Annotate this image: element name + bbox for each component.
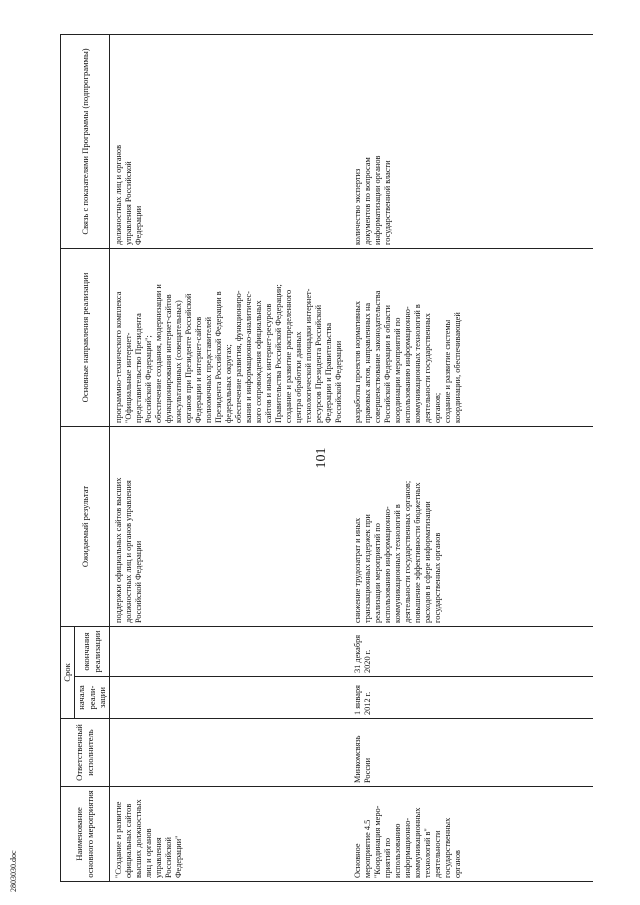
cell-line: технологической площадки интернет- [303,288,313,423]
cell-line: Федерации" [173,835,183,878]
cell-line: управления Российской [123,161,133,245]
cell-line: информатизации органов [372,155,382,245]
row1-link [109,34,345,248]
row1-start [109,677,345,719]
cell-line: официальных сайтов [123,803,133,878]
cell-line: деятельности государственных органов; [402,480,412,623]
cell-line: программно-технического комплекса [113,291,123,423]
row1-end [109,626,345,676]
cell-line: Минкомсвязь [352,735,362,783]
header-result: Ожидаемый результат [61,426,110,626]
cell-line: органов при Президенте Российской [183,293,193,423]
cell-line: создание и развитие системы [442,319,452,423]
header-term: Срок [61,626,75,718]
cell-line: консультативных (совещательных) [173,300,183,423]
row1-result [109,426,345,626]
measures-table [60,34,593,882]
row2-name [345,787,593,882]
cell-line: "Координация меро- [372,805,382,878]
cell-line: правовых актов, направленных на [362,302,372,423]
cell-line: Правительства Российской Федерации; [273,284,283,423]
row2-end [345,626,593,676]
row2-directions [345,248,593,426]
header-executor: Ответственный исполнитель [61,719,110,787]
cell-line: лиц и органов [143,828,153,878]
row2-executor [345,719,593,787]
cell-line: транзакционных издержек при [362,514,372,623]
cell-line: 31 декабря [352,634,362,673]
cell-line: Российской Федерации [333,340,343,423]
cell-line: центра обработки данных [293,331,303,423]
cell-line: управления [153,837,163,878]
cell-line: должностных лиц и органов управления [123,480,133,623]
cell-line: представительство Президента [133,313,143,423]
cell-line: сайтов и иных интернет-ресурсов [263,303,273,423]
cell-line: коммуникационных технологий в [412,304,422,423]
cell-line: коммуникационных [412,807,422,878]
cell-line: 1 января [352,685,362,715]
cell-line: ресурсов Президента Российской [313,304,323,423]
cell-line: поддержки официальных сайтов высших [113,477,123,623]
cell-line: обеспечение создания, модернизации и [153,284,163,423]
header-start: начала реали-зации [75,677,110,719]
cell-line: технологий в" [422,828,432,878]
header-link: Связь с показателями Программы (подпрограммы) [61,34,110,248]
cell-line: мероприятие 4.5 [362,819,372,878]
cell-line: 2020 г. [362,649,372,673]
cell-line: приятий по [382,837,392,878]
cell-line: кого сопровождения официальных [253,300,263,423]
cell-line: государственной власти [382,160,392,245]
footer-code: 2803030.doc [9,850,18,892]
cell-line: расходов в сфере информатизации [422,501,432,623]
cell-line: использованию информационно- [382,506,392,623]
cell-line: Российской Федерации [133,540,143,623]
cell-line: государственных [442,817,452,878]
cell-line: органов; [432,392,442,423]
cell-line: реализации мероприятий по [372,523,382,623]
cell-line: создание и развитие распределенного [283,289,293,423]
cell-line: совершенствование законодательства [372,290,382,423]
cell-line: Российской [163,837,173,878]
header-end: окончания реализации [75,626,110,676]
cell-line: функционирования интернет-сайтов [163,294,173,423]
cell-line: органов [452,850,462,878]
cell-line: разработка проектов нормативных [352,300,362,423]
cell-line: количество экспертиз [352,168,362,245]
header-directions: Основные направления реализации [61,248,110,426]
cell-line: координации, обеспечивающей [452,312,462,423]
cell-line: использованию [392,823,402,878]
row2-link [345,34,593,248]
cell-line: 2012 г. [362,691,372,715]
cell-line: использованию информационно- [402,306,412,423]
cell-line: документов по вопросам [362,157,372,245]
row2-result [345,426,593,626]
cell-line: коммуникационных технологий в [392,504,402,623]
cell-line: вания и информационно-аналитичес- [243,291,253,423]
cell-line: государственных органов [432,532,442,623]
cell-line: "Создание и развитие [113,801,123,878]
cell-line: деятельности государственных [422,313,432,423]
cell-line: высших должностных [133,799,143,878]
rotated-table-block [60,35,582,882]
cell-line: координации мероприятий по [392,317,402,423]
cell-line: повышение эффективности бюджетных [412,482,422,623]
row1-executor [109,719,345,787]
row1-directions [109,248,345,426]
cell-line: Российской Федерации в области [382,305,392,423]
cell-line: Президента Российской Федерации в [213,291,223,423]
page-number: 101 [314,447,329,469]
cell-line: деятельности [432,830,442,878]
cell-line: России [362,757,372,783]
cell-line: информационно- [402,817,412,878]
cell-line: Российской Федерации"; [143,335,153,423]
row1-name [109,787,345,882]
cell-line: федеральных округах; [223,344,233,423]
cell-line: Федерации и интернет-сайтов [193,316,203,423]
cell-line: "Официальные интернет- [123,332,133,423]
row2-start [345,677,593,719]
cell-line: должностных лиц и органов [113,145,123,245]
cell-line: обеспечение развития, функциониро- [233,290,243,423]
cell-line: Федерации [133,205,143,245]
header-name: Наименование основного мероприятия [61,787,110,882]
cell-line: Федерации и Правительства [323,323,333,423]
cell-line: полномочных представителей [203,316,213,423]
cell-line: Основное [352,843,362,878]
cell-line: снижение трудозатрат и иных [352,517,362,623]
